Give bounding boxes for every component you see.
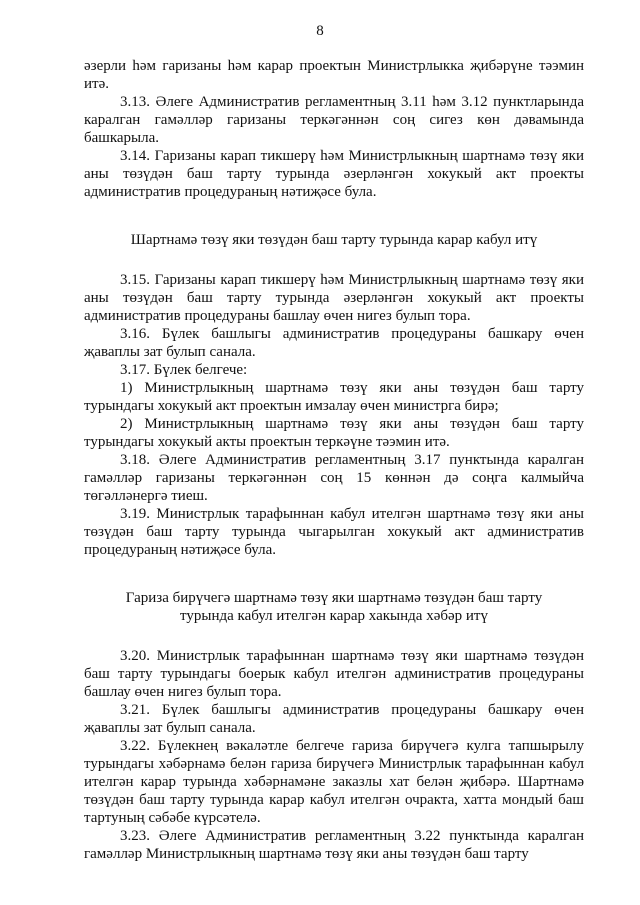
paragraph: 3.19. Министрлык тарафыннан кабул ителгән шартнамә төзү яки аны төзүдән баш тарту турында чыгарылган хокукый акт административ процедураның нәтиҗәсе була. (84, 506, 584, 558)
paragraph: 3.16. Бүлек башлыгы административ процедураны башкару өчен җаваплы зат булып санала. (84, 326, 584, 360)
paragraph: әзерли һәм гаризаны һәм карар проектын Министрлыкка җибәрүне тәэмин итә. (84, 58, 584, 92)
section-heading: Шартнамә төзү яки төзүдән баш тарту турында карар кабул итү (130, 232, 538, 248)
paragraph: 3.23. Әлеге Административ регламентның 3.22 пунктында каралган гамәлләр Министрлыкның шартнамә төзү яки аны төзүдән баш тарту (84, 828, 584, 862)
section-heading: турында кабул ителгән карар хакында хәбәр итү (180, 608, 488, 624)
paragraph: 3.17. Бүлек белгече: (120, 362, 248, 378)
paragraph: 3.18. Әлеге Административ регламентның 3.17 пунктында каралган гамәлләр гаризаны теркәгәннән соң 15 көннән дә соңга калмыйча төгәлләнергә тиеш. (84, 452, 584, 504)
section-heading: Гариза бирүчегә шартнамә төзү яки шартнамә төзүдән баш тарту (125, 590, 543, 606)
paragraph: 3.13. Әлеге Административ регламентның 3.11 һәм 3.12 пунктларында каралган гамәлләр гаризаны теркәгәннән соң сигез көн дәвамында башкарыла. (84, 94, 584, 146)
page-number: 8 (316, 23, 324, 39)
list-item: 1) Министрлыкның шартнамә төзү яки аны төзүдән баш тарту турындагы хокукый акт проектын имзалау өчен министрга бирә; (84, 380, 584, 414)
paragraph: 3.14. Гаризаны карап тикшерү һәм Министрлыкның шартнамә төзү яки аны төзүдән баш тарту турында әзерләнгән хокукый акт проекты административ процедураның нәтиҗәсе була. (84, 148, 584, 200)
list-item: 2) Министрлыкның шартнамә төзү яки аны төзүдән баш тарту турындагы хокукый акты проектын теркәүне тәэмин итә. (84, 416, 584, 450)
paragraph: 3.15. Гаризаны карап тикшерү һәм Министрлыкның шартнамә төзү яки аны төзүдән баш тарту турында әзерләнгән хокукый акт проекты административ процедураны башлау өчен нигез булып тора. (84, 272, 584, 324)
paragraph: 3.21. Бүлек башлыгы административ процедураны башкару өчен җаваплы зат булып санала. (84, 702, 584, 736)
paragraph: 3.22. Бүлекнең вәкаләтле белгече гариза бирүчегә кулга тапшырылу турындагы хәбәрнамә белән гариза бирүчегә Министрлык тарафыннан кабул ителгән карар турында хәбәрнамәне заказлы хат белән җибәрә. Шартнамә төзүдән баш тарту турында карар кабул ителгән очракта, хатта мондый баш тартуның сәбәбе күрсәтелә. (84, 738, 584, 826)
paragraph: 3.20. Министрлык тарафыннан шартнамә төзү яки шартнамә төзүдән баш тарту турындагы боерык кабул ителгән административ процедураны башлау өчен нигез булып тора. (84, 648, 584, 700)
document-body (84, 57, 584, 863)
